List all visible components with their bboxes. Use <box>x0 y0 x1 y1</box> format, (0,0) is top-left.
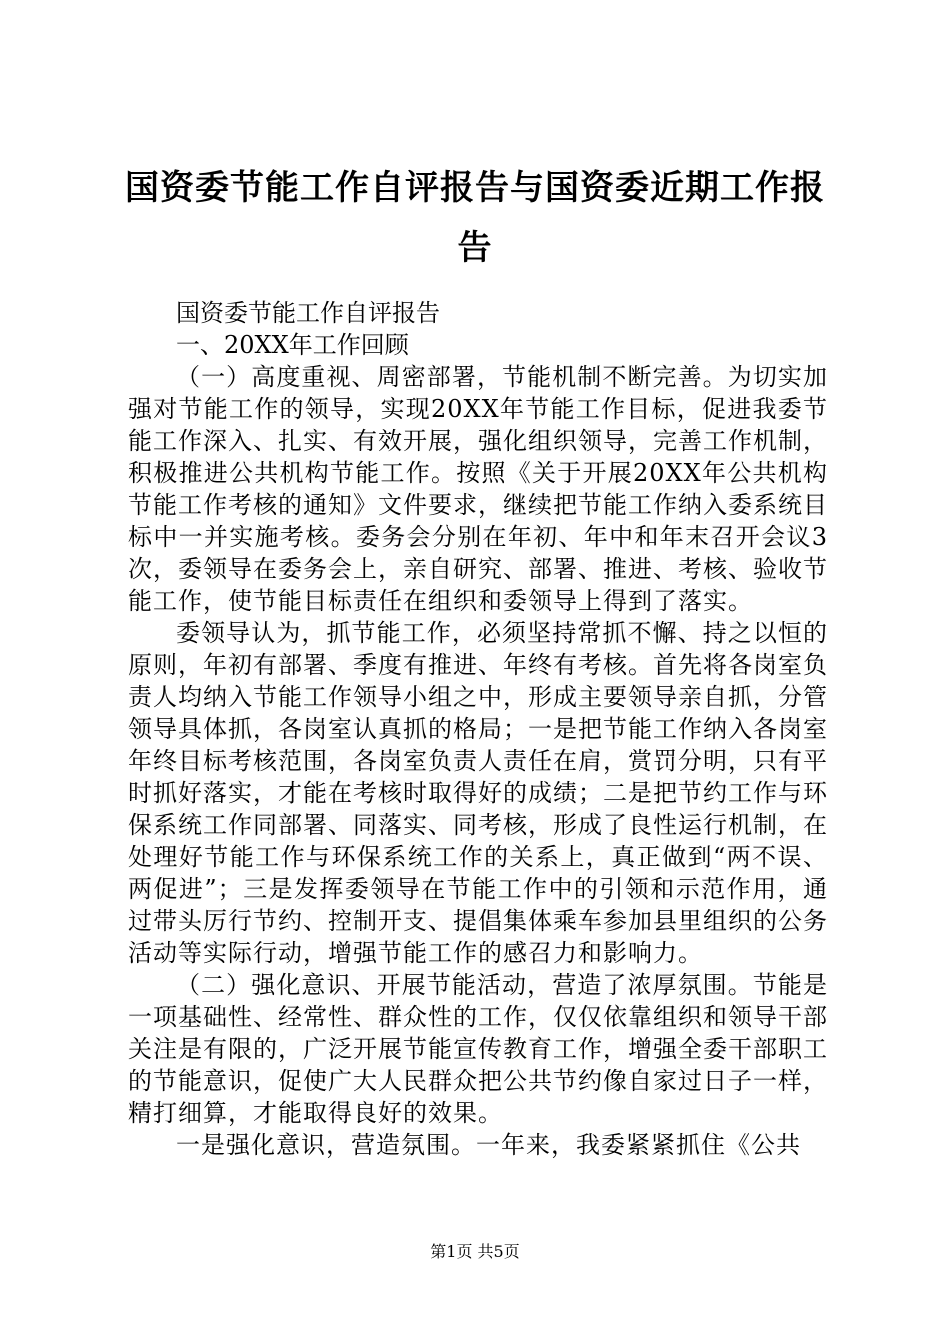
document-body <box>128 297 828 1161</box>
body-paragraph: （二）强化意识、开展节能活动，营造了浓厚氛围。节能是一项基础性、经常性、群众性的工作，仅仅依靠组织和领导干部关注是有限的，广泛开展节能宣传教育工作，增强全委干部职工的节能意识，促使广大人民群众把公共节约像自家过日子一样，精打细算，才能取得良好的效果。 <box>128 971 828 1127</box>
document-title: 国资委节能工作自评报告与国资委近期工作报告 <box>125 168 825 268</box>
body-paragraph: 委领导认为，抓节能工作，必须坚持常抓不懈、持之以恒的原则，年初有部署、季度有推进、年终有考核。首先将各岗室负责人均纳入节能工作领导小组之中，形成主要领导亲自抓，分管领导具体抓，各岗室认真抓的格局；一是把节能工作纳入各岗室年终目标考核范围，各岗室负责人责任在肩，赏罚分明，只有平时抓好落实，才能在考核时取得好的成绩；二是把节约工作与环保系统工作同部署、同落实、同考核，形成了良性运行机制，在处理好节能工作与环保系统工作的关系上，真正做到“两不误、两促进”；三是发挥委领导在节能工作中的引领和示范作用，通过带头厉行节约、控制开支、提倡集体乘车参加县里组织的公务活动等实际行动，增强节能工作的感召力和影响力。 <box>128 619 828 967</box>
body-paragraph: 一是强化意识，营造氛围。一年来，我委紧紧抓住《公共 <box>176 1131 801 1159</box>
report-subtitle: 国资委节能工作自评报告 <box>176 299 440 327</box>
page-footer: 第1页 共5页 <box>430 1242 520 1261</box>
body-paragraph: （一）高度重视、周密部署，节能机制不断完善。为切实加强对节能工作的领导，实现20XX年节能工作目标，促进我委节能工作深入、扎实、有效开展，强化组织领导，完善工作机制，积极推进公共机构节能工作。按照《关于开展20XX年公共机构节能工作考核的通知》文件要求，继续把节能工作纳入委系统目标中一并实施考核。委务会分别在年初、年中和年末召开会议3次，委领导在委务会上，亲自研究、部署、推进、考核、验收节能工作，使节能目标责任在组织和委领导上得到了落实。 <box>128 363 828 615</box>
section-heading: 一、20XX年工作回顾 <box>176 331 409 359</box>
